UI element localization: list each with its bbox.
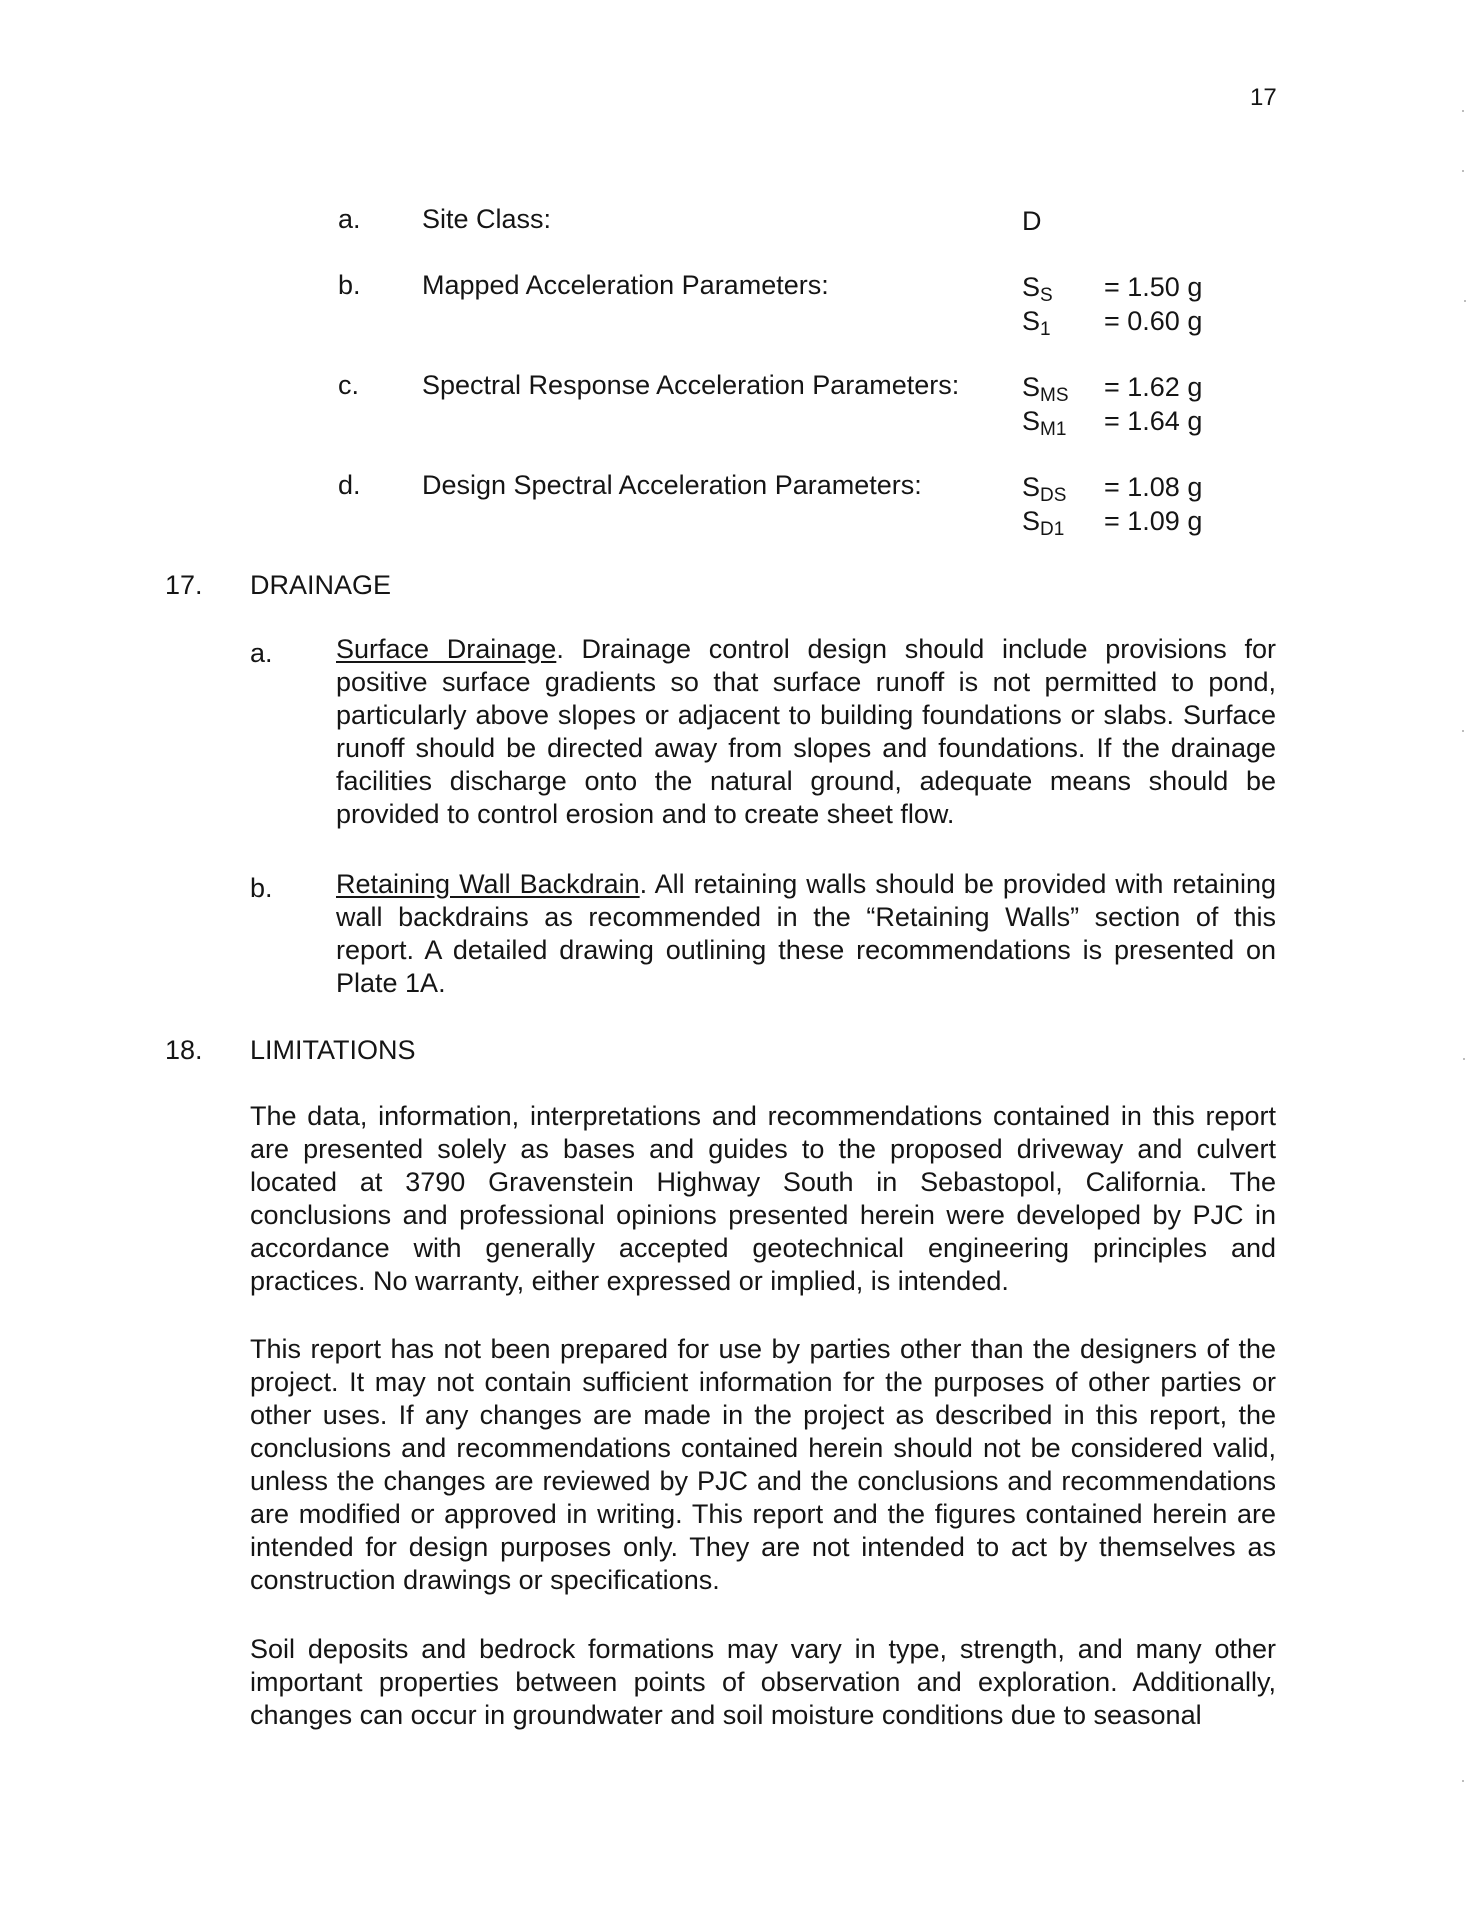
seismic-item-letter: c. bbox=[338, 370, 360, 400]
seismic-item-letter: d. bbox=[338, 470, 361, 500]
body-paragraph: This report has not been prepared for use by parties other than the designers of the project. It may not contain sufficient information for the purposes of other parties or other uses. If any changes are made in the project as described in this report, the conclusions and recommendations contained herein should not be considered valid, unless the changes are reviewed by PJC and the conclusions and recommendations are modified or approved in writing. This report and the figures contained herein are intended for design purposes only. They are not intended to act by themselves as construction drawings or specifications. bbox=[250, 1334, 1276, 1595]
section-number: 17. bbox=[165, 570, 203, 600]
subsection-letter: a. bbox=[250, 638, 273, 668]
subsection-heading: Retaining Wall Backdrain bbox=[336, 869, 640, 899]
scan-speck bbox=[1462, 1780, 1464, 1782]
param-symbol: $S_{DS}$ bbox=[1022, 472, 1067, 506]
param-value: = 1.50 g bbox=[1104, 272, 1203, 302]
seismic-item-letter: a. bbox=[338, 204, 361, 234]
scan-speck bbox=[1462, 110, 1464, 112]
scan-speck bbox=[1462, 170, 1464, 172]
section-title: LIMITATIONS bbox=[250, 1035, 416, 1065]
body-paragraph: Soil deposits and bedrock formations may vary in type, strength, and many other important properties between points of observation and exploration. Additionally, changes can occur in groundwater and soil moisture conditions due to seasonal bbox=[250, 1634, 1276, 1730]
seismic-item-label: Mapped Acceleration Parameters: bbox=[422, 270, 829, 300]
section-number: 18. bbox=[165, 1035, 203, 1065]
section-title: DRAINAGE bbox=[250, 570, 392, 600]
scan-speck bbox=[1462, 730, 1464, 732]
seismic-item-label: Site Class: bbox=[422, 204, 552, 234]
subsection-heading: Surface Drainage bbox=[336, 634, 557, 664]
param-symbol: $S_S$ bbox=[1022, 272, 1053, 306]
param-value: = 0.60 g bbox=[1104, 306, 1203, 336]
param-symbol: $S_1$ bbox=[1022, 306, 1051, 340]
body-paragraph: The data, information, interpretations and recommendations contained in this report are presented solely as bases and guides to the proposed driveway and culvert located at 3790 Gravenstein Highway South in Sebastopol, California. The conclusions and professional opinions presented herein were developed by PJC in accordance with generally accepted geotechnical engineering principles and practices. No warranty, either expressed or implied, is intended. bbox=[250, 1101, 1276, 1296]
scan-speck bbox=[1464, 300, 1466, 302]
scan-speck bbox=[1463, 1058, 1465, 1060]
param-value: = 1.09 g bbox=[1104, 506, 1203, 536]
param-value: = 1.08 g bbox=[1104, 472, 1203, 502]
seismic-item-letter: b. bbox=[338, 270, 361, 300]
subsection-letter: b. bbox=[250, 873, 273, 903]
surface-drainage-paragraph: Surface Drainage. Drainage control design should include provisions for positive surface gradients so that surface runoff is not permitted to pond, particularly above slopes or adjacent to building foundations or slabs. Surface runoff should be directed away from slopes and foundations. If the drainage facilities discharge onto the natural ground, adequate means should be provided to control erosion and to create sheet flow. bbox=[336, 634, 1276, 829]
param-symbol: $S_{MS}$ bbox=[1022, 372, 1069, 406]
param-symbol: $S_{D1}$ bbox=[1022, 506, 1065, 540]
param-value: = 1.62 g bbox=[1104, 372, 1203, 402]
site-class-value: D bbox=[1022, 206, 1042, 236]
seismic-item-label: Design Spectral Acceleration Parameters: bbox=[422, 470, 922, 500]
page-number: 17 bbox=[1250, 84, 1277, 111]
seismic-item-label: Spectral Response Acceleration Parameters: bbox=[422, 370, 960, 400]
param-symbol: $S_{M1}$ bbox=[1022, 406, 1067, 440]
retaining-wall-paragraph: Retaining Wall Backdrain. All retaining walls should be provided with retaining wall backdrains as recommended in the “Retaining Walls” section of this report. A detailed drawing outlining these recommendations is presented on Plate 1A. bbox=[336, 869, 1276, 998]
param-value: = 1.64 g bbox=[1104, 406, 1203, 436]
